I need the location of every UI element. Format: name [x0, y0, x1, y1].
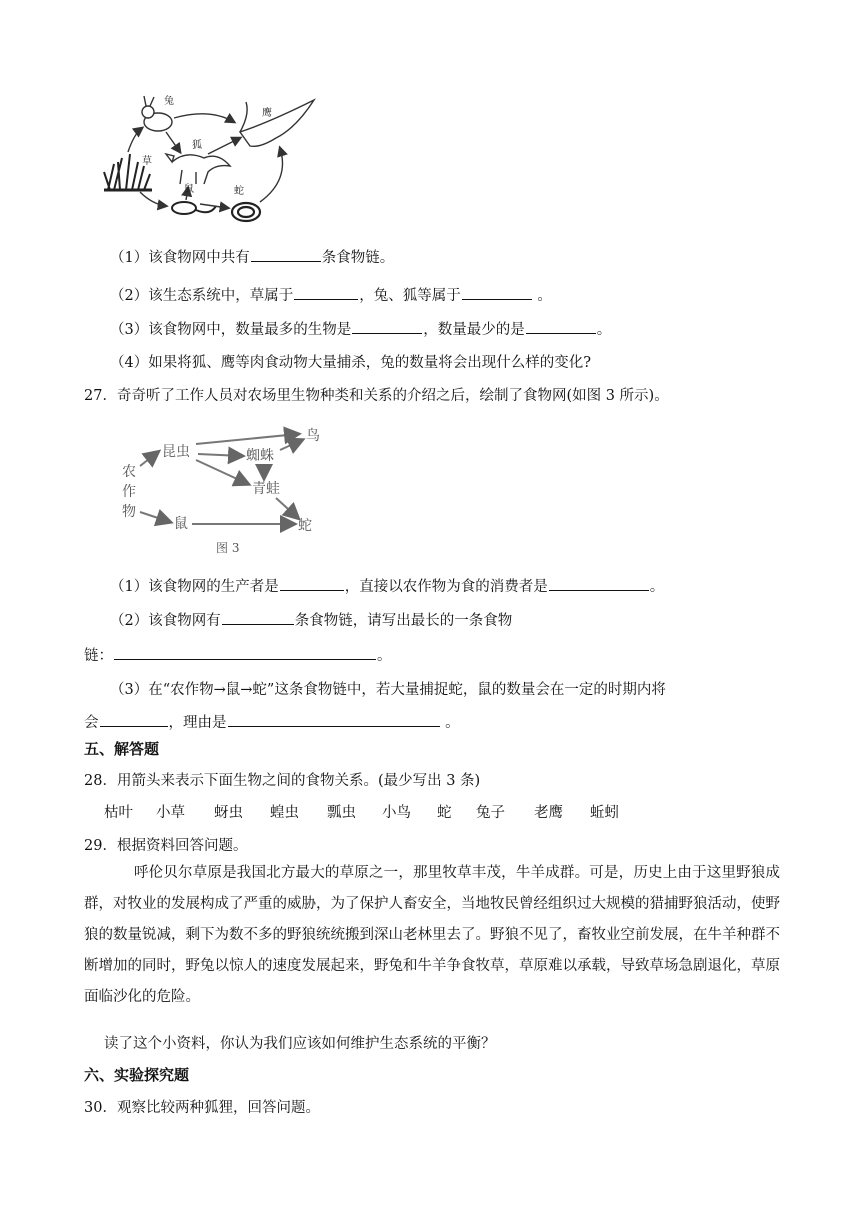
fig3-node-snake: 蛇: [298, 518, 312, 534]
fig3-node-bird: 鸟: [306, 428, 320, 444]
section-6-title: 六、实验探究题: [84, 1066, 190, 1084]
organism-item: 蚯蚓: [590, 805, 619, 821]
organism-item: 蛇: [437, 805, 452, 821]
food-web-figure-3: [112, 420, 342, 560]
q28-stem-text: 28．用箭头来表示下面生物之间的食物关系。(最少写出 3 条): [84, 773, 481, 789]
q27-sub1-post: 。: [649, 579, 665, 595]
q27-sub2: [110, 609, 512, 630]
label-fox: 狐: [192, 140, 202, 151]
fox-drawing: [166, 154, 230, 184]
answer-blank[interactable]: [100, 712, 168, 727]
q26-sub2-mid: ，兔、狐等属于: [359, 288, 461, 304]
label-mouse: 鼠: [184, 184, 194, 195]
fig3-node-frog: 青蛙: [252, 481, 280, 497]
q27-sub3-text: （3）在“农作物→鼠→蛇”这条食物链中，若大量捕捉蛇，鼠的数量会在一定的时期内将: [110, 682, 666, 698]
q26-sub4: [110, 351, 591, 372]
food-web-figure-1: [100, 92, 330, 232]
organism-item: 蝗虫: [270, 805, 299, 821]
q26-sub3-text: （3）该食物网中，数量最多的生物是: [110, 322, 352, 338]
organism-item: 瓢虫: [327, 805, 356, 821]
q26-sub1: [110, 246, 394, 267]
organism-item: 小鸟: [382, 805, 411, 821]
q27-sub3: [110, 678, 666, 699]
q26-sub2-post: 。: [532, 288, 552, 304]
eagle-drawing: [240, 100, 314, 146]
answer-blank[interactable]: [222, 610, 294, 625]
q27-stem: [84, 384, 669, 405]
fig3-caption: 图 3: [216, 541, 240, 555]
organism-item: 老鹰: [534, 805, 563, 821]
fig3-arrow-insect-spider: [198, 454, 242, 456]
arrow-snake-to-eagle: [260, 148, 283, 202]
answer-blank[interactable]: [251, 247, 321, 262]
answer-blank[interactable]: [549, 576, 649, 591]
fig3-arrow-spider-bird: [280, 440, 302, 450]
arrow-fox-to-eagle: [208, 138, 240, 154]
q27-sub3-line2-post: 。: [440, 715, 460, 731]
q29-question-text: 读了这个小资料，你认为我们应该如何维护生态系统的平衡？: [104, 1036, 496, 1052]
q26-sub2-text: （2）该生态系统中，草属于: [110, 288, 294, 304]
q27-sub3-line2: [84, 711, 460, 732]
answer-blank[interactable]: [526, 319, 596, 334]
fig3-node-crop-3: 物: [122, 504, 136, 520]
q27-sub3-line2-pre: 会: [84, 715, 99, 731]
q28-stem: [84, 769, 480, 790]
arrow-grass-to-mouse: [140, 192, 166, 206]
q26-sub1-text: （1）该食物网中共有: [110, 250, 250, 266]
fig3-arrow-insect-frog: [196, 460, 248, 484]
q27-sub2-line2-post: 。: [377, 648, 392, 664]
fig3-node-crop-2: 作: [122, 484, 136, 500]
q26-sub2: [110, 284, 552, 305]
q29-question: [104, 1032, 496, 1053]
organism-item: 蚜虫: [214, 805, 243, 821]
organism-item: 兔子: [476, 805, 505, 821]
label-snake: 蛇: [234, 186, 244, 197]
section-5-title: 五、解答题: [84, 740, 160, 758]
q26-sub3: [110, 318, 611, 339]
q30-stem: [84, 1096, 320, 1117]
fig3-arrow-crop-insect: [140, 452, 158, 466]
organism-item: 小草: [156, 805, 185, 821]
organism-item: 枯叶: [104, 805, 133, 821]
q27-sub1: [110, 575, 664, 596]
answer-blank[interactable]: [352, 319, 422, 334]
fig3-node-crop-1: 农: [122, 464, 136, 480]
fig3-arrow-frog-snake: [276, 498, 298, 518]
q26-sub1-post: 条食物链。: [321, 250, 395, 266]
fig3-node-spider: 蜘蛛: [246, 448, 274, 464]
fig3-arrow-insect-bird: [196, 434, 298, 444]
label-eagle: 鹰: [262, 108, 272, 119]
q27-stem-text: 27．奇奇听了工作人员对农场里生物种类和关系的介绍之后，绘制了食物网(如图 3 所示)。: [84, 388, 669, 404]
label-grass: 草: [142, 156, 152, 167]
q27-sub1-mid: ，直接以农作物为食的消费者是: [344, 579, 548, 595]
q27-sub2-mid: 条食物链，请写出最长的一条食物: [294, 613, 513, 629]
q27-sub2-line2-pre: 链：: [84, 648, 113, 664]
snake-drawing: [232, 203, 260, 221]
arrow-rabbit-to-eagle: [174, 114, 234, 122]
q29-stem-text: 29．根据资料回答问题。: [84, 838, 248, 854]
q29-passage: 呼伦贝尔草原是我国北方最大的草原之一，那里牧草丰茂，牛羊成群。可是，历史上由于这里野狼成群，对牧业的发展构成了严重的威胁，为了保护人畜安全，当地牧民曾经组织过大规模的猎捕野狼活动，使野狼的数量锐减，剩下为数不多的野狼统统搬到深山老林里去了。野狼不见了，畜牧业空前发展，在牛羊种群不断增加的同时，野兔以惊人的速度发展起来，野兔和牛羊争食牧草，草原难以承载，导致草场急剧退化，草原面临沙化的危险。: [84, 865, 780, 1005]
q26-sub3-post: 。: [596, 322, 612, 338]
answer-blank[interactable]: [228, 712, 440, 727]
answer-blank[interactable]: [114, 645, 376, 660]
q29-stem: [84, 834, 247, 855]
q26-sub4-text: （4）如果将狐、鹰等肉食动物大量捕杀，兔的数量将会出现什么样的变化?: [110, 355, 591, 371]
answer-blank[interactable]: [462, 285, 532, 300]
q27-sub2-line2: [84, 644, 392, 665]
label-rabbit: 兔: [164, 96, 174, 107]
arrow-grass-to-rabbit: [128, 128, 142, 152]
arrow-rabbit-to-fox: [166, 132, 180, 152]
fig3-arrow-crop-mouse: [140, 512, 170, 522]
answer-blank[interactable]: [280, 576, 344, 591]
answer-blank[interactable]: [294, 285, 358, 300]
q27-sub3-line2-mid: ，理由是: [168, 715, 227, 731]
fig3-node-insect: 昆虫: [162, 444, 190, 460]
mouse-drawing: [172, 202, 216, 214]
q27-sub1-text: （1）该食物网的生产者是: [110, 579, 279, 595]
q26-sub3-mid: ，数量最少的是: [423, 322, 525, 338]
q30-stem-text: 30．观察比较两种狐狸，回答问题。: [84, 1100, 320, 1116]
fig3-node-mouse: 鼠: [174, 516, 188, 532]
q27-sub2-text: （2）该食物网有: [110, 613, 221, 629]
